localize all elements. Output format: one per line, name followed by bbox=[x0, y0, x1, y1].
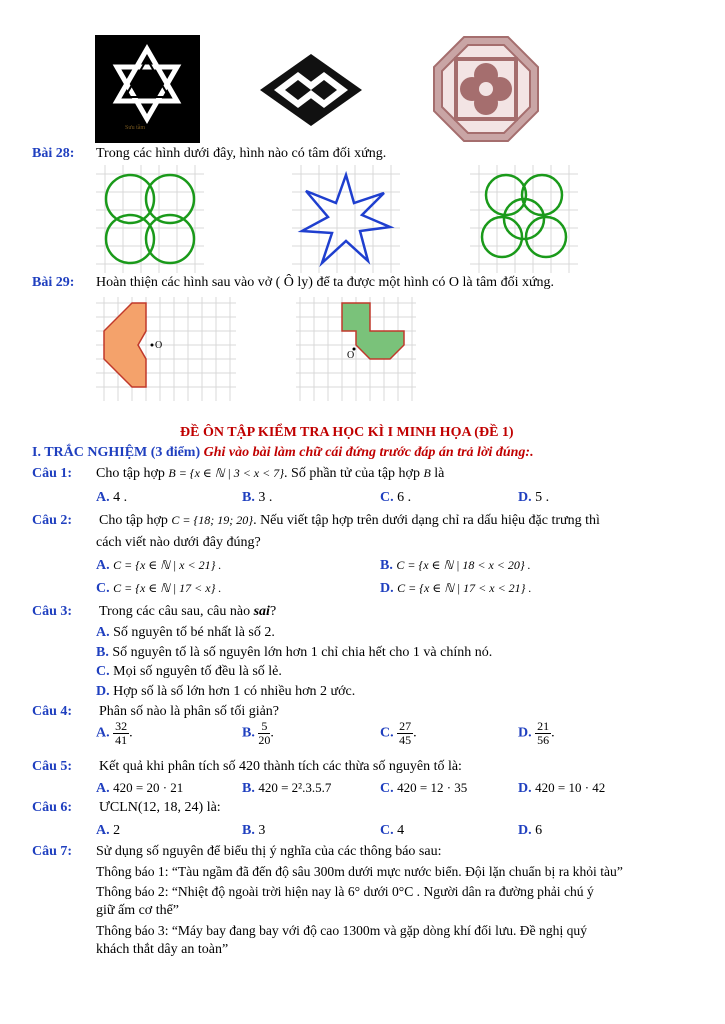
option-text: C = {x ∈ ℕ | 18 < x < 20} . bbox=[396, 558, 531, 572]
option-text: 4 . bbox=[113, 490, 128, 505]
denominator: 56 bbox=[537, 733, 550, 747]
letter: A. bbox=[96, 725, 110, 741]
letter: D. bbox=[518, 725, 532, 741]
q2-set: C = {18; 19; 20} bbox=[171, 513, 254, 527]
exam-title: ĐỀ ÔN TẬP KIỂM TRA HỌC KÌ I MINH HỌA (ĐỀ 1) bbox=[180, 425, 514, 440]
q6-option-c[interactable] bbox=[380, 823, 404, 839]
q6-text-a: ƯCLN(12, 18, 24) bbox=[99, 800, 204, 815]
q6-text-b: là: bbox=[206, 800, 221, 815]
letter: A. bbox=[96, 558, 110, 573]
q1-option-c[interactable] bbox=[380, 490, 411, 506]
letter: C. bbox=[380, 781, 394, 796]
q1-text-b: . Số phần tử của tập hợp bbox=[284, 466, 420, 481]
bai29-label: Bài 29: bbox=[32, 275, 75, 290]
q3-option-b[interactable] bbox=[96, 645, 492, 661]
q5-text: Kết quả khi phân tích số 420 thành tích các thừa số nguyên tố là: bbox=[99, 759, 462, 774]
letter: B. bbox=[380, 558, 393, 573]
q5-option-a[interactable] bbox=[96, 780, 183, 797]
q4-label: Câu 4: bbox=[32, 704, 73, 719]
q5-option-d[interactable] bbox=[518, 780, 605, 797]
q2-text-c: cách viết nào dưới đây đúng? bbox=[96, 535, 261, 550]
letter: D. bbox=[518, 490, 532, 505]
q1-text bbox=[96, 466, 444, 482]
q1-text-c: là bbox=[434, 466, 445, 481]
q7-label: Câu 7: bbox=[32, 844, 73, 859]
figure-interlocked-diamonds bbox=[258, 52, 364, 128]
numerator: 21 bbox=[537, 719, 550, 733]
numerator: 32 bbox=[115, 719, 128, 733]
q2-text-a: Cho tập hợp bbox=[99, 513, 168, 528]
figure-four-circles-grid bbox=[96, 165, 204, 273]
q1-option-b[interactable] bbox=[242, 490, 272, 506]
figure-orange-half-grid bbox=[96, 297, 236, 401]
option-text: Mọi số nguyên tố đều là số lẻ. bbox=[113, 664, 282, 679]
q4-option-d[interactable]: D. $\frac{21}{56}$ . bbox=[518, 719, 555, 747]
letter: C. bbox=[96, 664, 110, 679]
option-text: 420 = 20 · 21 bbox=[113, 780, 184, 795]
fraction bbox=[397, 720, 413, 747]
option-text: Số nguyên tố là số nguyên lớn hơn 1 chỉ chia hết cho 1 và chính nó. bbox=[112, 645, 493, 660]
q7-notice-3b: khách thắt dây an toàn” bbox=[96, 942, 229, 957]
letter: C. bbox=[380, 490, 394, 505]
q2-option-a[interactable] bbox=[96, 558, 221, 574]
figure-star-of-david bbox=[95, 35, 200, 143]
q3-text-a: Trong các câu sau, câu nào bbox=[99, 604, 251, 619]
option-text: 6 bbox=[535, 823, 543, 838]
fraction bbox=[113, 720, 129, 747]
fraction bbox=[535, 720, 551, 747]
q3-text bbox=[99, 604, 276, 620]
letter: A. bbox=[96, 625, 110, 640]
q5-option-b[interactable] bbox=[242, 780, 331, 797]
letter: B. bbox=[242, 725, 255, 741]
q3-option-c[interactable] bbox=[96, 664, 282, 680]
star-of-david-icon bbox=[95, 35, 200, 143]
q3-text-em: sai bbox=[253, 604, 270, 619]
q1-option-d[interactable] bbox=[518, 490, 549, 506]
q1-option-a[interactable] bbox=[96, 490, 127, 506]
q4-option-a[interactable]: A. $\frac{32}{41}$ . bbox=[96, 719, 133, 747]
q5-label: Câu 5: bbox=[32, 759, 73, 774]
option-text: Hợp số là số lớn hơn 1 có nhiều hơn 2 ước. bbox=[113, 684, 356, 699]
q1-var: B bbox=[423, 466, 431, 480]
point-o-label-left: O bbox=[155, 340, 163, 351]
letter: D. bbox=[380, 581, 394, 596]
q7-notice-2a: Thông báo 2: “Nhiệt độ ngoài trời hiện nay là 6° dưới 0°C . Người dân ra đường phải chú ý bbox=[96, 884, 594, 899]
letter: A. bbox=[96, 781, 110, 796]
section-heading-row bbox=[32, 445, 534, 461]
option-text: 3 . bbox=[258, 490, 273, 505]
figure-pinwheel-star-grid bbox=[292, 165, 400, 273]
option-text: 5 . bbox=[535, 490, 550, 505]
numerator: 5 bbox=[258, 720, 270, 734]
option-text: Số nguyên tố bé nhất là số 2. bbox=[113, 625, 275, 640]
letter: D. bbox=[518, 823, 532, 838]
q7-notice-2b: giữ ấm cơ thể” bbox=[96, 903, 180, 918]
q6-option-b[interactable] bbox=[242, 823, 265, 839]
q3-option-a[interactable] bbox=[96, 625, 275, 641]
letter: B. bbox=[242, 781, 255, 796]
figure-green-half-grid bbox=[296, 297, 416, 401]
q2-label: Câu 2: bbox=[32, 513, 73, 528]
watermark-text: Sưu tầm bbox=[125, 125, 146, 131]
option-text: 420 = 2².3.5.7 bbox=[258, 780, 332, 795]
q6-option-a[interactable] bbox=[96, 823, 120, 839]
q2-option-c[interactable] bbox=[96, 581, 221, 597]
q7-notice-3a: Thông báo 3: “Máy bay đang bay với độ cao 1300m và gặp dòng khí đối lưu. Đề nghị quý bbox=[96, 923, 588, 938]
option-text: 4 bbox=[397, 823, 405, 838]
letter: A. bbox=[96, 490, 110, 505]
section-heading: I. TRẮC NGHIỆM (3 điểm) bbox=[32, 445, 201, 460]
figure-octagon-ornament bbox=[432, 35, 540, 143]
letter: C. bbox=[380, 823, 394, 838]
denominator: 41 bbox=[115, 733, 128, 747]
option-text: C = {x ∈ ℕ | 17 < x < 21} . bbox=[397, 581, 532, 595]
q4-option-c[interactable]: C. $\frac{27}{45}$ . bbox=[380, 719, 417, 747]
q3-option-d[interactable] bbox=[96, 684, 355, 700]
section-note: Ghi vào bài làm chữ cái đứng trước đáp án trả lời đúng:. bbox=[203, 445, 534, 460]
q3-label: Câu 3: bbox=[32, 604, 73, 619]
option-text: 420 = 12 · 35 bbox=[397, 780, 468, 795]
option-text: 6 . bbox=[397, 490, 412, 505]
letter: D. bbox=[96, 684, 110, 699]
q7-text: Sử dụng số nguyên để biểu thị ý nghĩa của các thông báo sau: bbox=[96, 844, 442, 859]
q2-text-b: . Nếu viết tập hợp trên dưới dạng chỉ ra dấu hiệu đặc trưng thì bbox=[253, 513, 600, 528]
option-text: C = {x ∈ ℕ | x < 21} . bbox=[113, 558, 222, 572]
q4-text: Phân số nào là phân số tối giản? bbox=[99, 704, 280, 719]
option-text: 420 = 10 · 42 bbox=[535, 780, 606, 795]
letter: B. bbox=[96, 645, 109, 660]
q2-option-d[interactable] bbox=[380, 581, 531, 597]
letter: B. bbox=[242, 823, 255, 838]
option-text: 3 bbox=[258, 823, 266, 838]
q1-label: Câu 1: bbox=[32, 466, 73, 481]
letter: C. bbox=[380, 725, 394, 741]
q5-option-c[interactable] bbox=[380, 780, 467, 797]
q1-text-a: Cho tập hợp bbox=[96, 466, 165, 481]
fraction bbox=[258, 720, 270, 747]
letter: A. bbox=[96, 823, 110, 838]
option-text: C = {x ∈ ℕ | 17 < x} . bbox=[113, 581, 222, 595]
letter: C. bbox=[96, 581, 110, 596]
bai28-text: Trong các hình dưới đây, hình nào có tâm đối xứng. bbox=[96, 146, 387, 161]
q6-text bbox=[99, 800, 221, 816]
q2-option-b[interactable] bbox=[380, 558, 531, 574]
denominator: 45 bbox=[399, 733, 412, 747]
q2-text bbox=[99, 513, 600, 529]
q6-label: Câu 6: bbox=[32, 800, 73, 815]
numerator: 27 bbox=[399, 719, 412, 733]
q4-option-b[interactable]: B. $\frac{5}{20}$ . bbox=[242, 719, 274, 747]
bai28-label: Bài 28: bbox=[32, 146, 75, 161]
letter: B. bbox=[242, 490, 255, 505]
q6-option-d[interactable] bbox=[518, 823, 542, 839]
q3-text-b: ? bbox=[269, 604, 277, 619]
denominator: 20 bbox=[258, 733, 271, 747]
letter: D. bbox=[518, 781, 532, 796]
figure-five-circles-grid bbox=[470, 165, 578, 273]
q1-set: B = {x ∈ ℕ | 3 < x < 7} bbox=[168, 466, 285, 480]
bai29-text: Hoàn thiện các hình sau vào vở ( Ô ly) để ta được một hình có O là tâm đối xứng. bbox=[96, 275, 555, 290]
option-text: 2 bbox=[113, 823, 121, 838]
point-o-label-right: O bbox=[347, 350, 355, 361]
q7-notice-1: Thông báo 1: “Tàu ngầm đã đến độ sâu 300m dưới mực nước biển. Đội lặn chuẩn bị ra khỏi tàu” bbox=[96, 864, 623, 879]
